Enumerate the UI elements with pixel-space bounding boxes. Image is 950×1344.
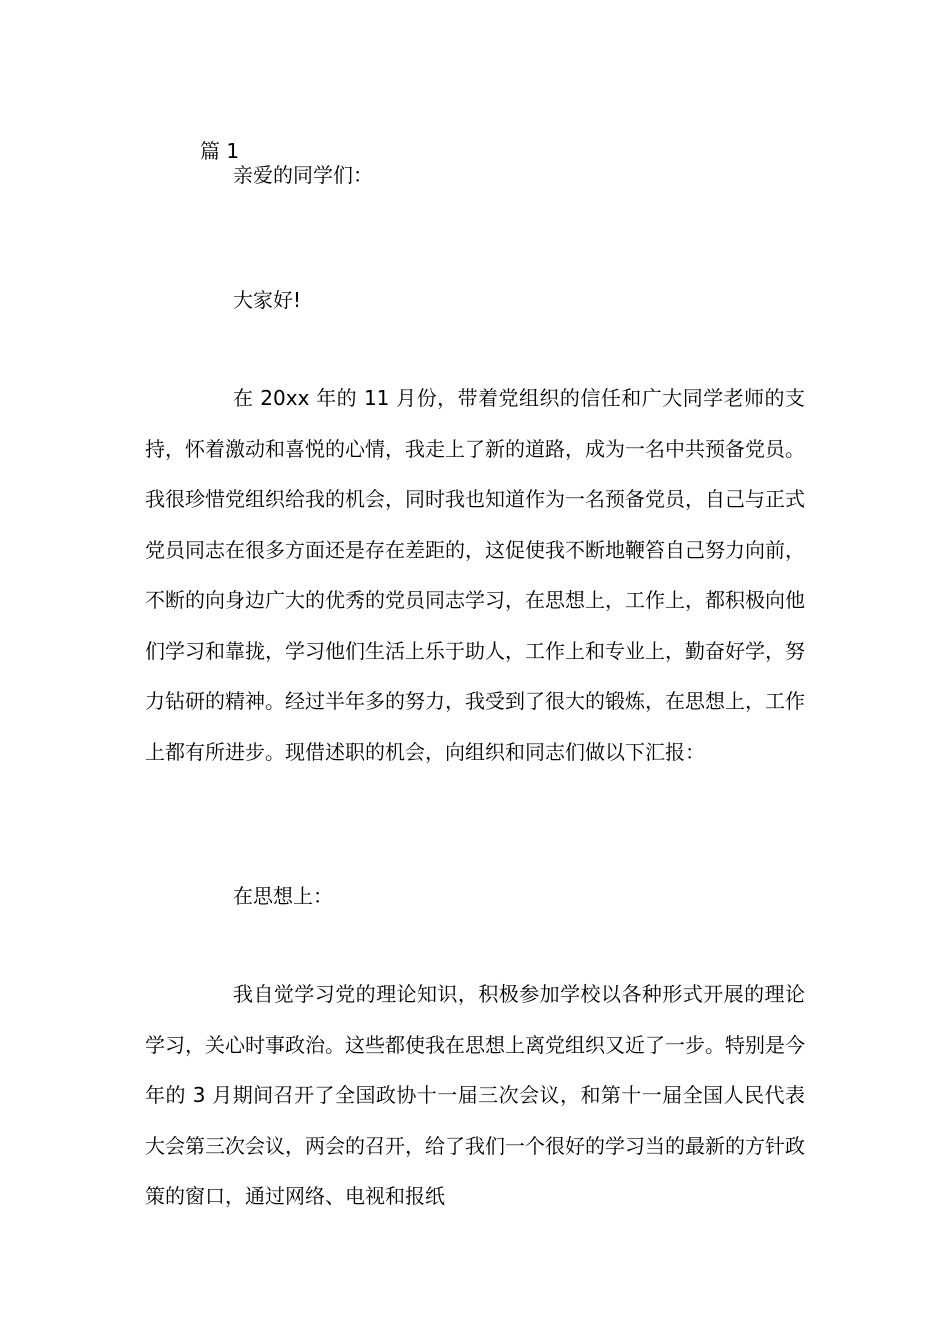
section-heading: 篇 1 xyxy=(200,139,240,163)
body-paragraph-1: 在 20xx 年的 11 月份，带着党组织的信任和广大同学老师的支持，怀着激动和喜悦的心情，我走上了新的道路，成为一名中共预备党员。我很珍惜党组织给我的机会，同时我也知道作为一名预备党员，自己与正式党员同志在很多方面还是存在差距的，这促使我不断地鞭笞自己努力向前，不断的向身边广大的优秀的党员同志学习，在思想上，工作上，都积极向他们学习和靠拢，学习他们生活上乐于助人，工作上和专业上，勤奋好学，努力钻研的精神。经过半年多的努力，我受到了很大的锻炼，在思想上，工作上都有所进步。现借述职的机会，向组织和同志们做以下汇报： xyxy=(145,386,805,764)
salutation: 亲爱的同学们： xyxy=(233,163,373,187)
greeting: 大家好! xyxy=(233,288,302,312)
body-paragraph-2: 我自觉学习党的理论知识，积极参加学校以各种形式开展的理论学习，关心时事政治。这些都使我在思想上离党组织又近了一步。特别是今年的 3 月期间召开了全国政协十一届三次会议，和第十一届全国人民代表大会第三次会议，两会的召开，给了我们一个很好的学习当的最新的方针政策的窗口，通过网络、电视和报纸 xyxy=(145,982,805,1208)
subheading-thought: 在思想上： xyxy=(233,884,333,908)
